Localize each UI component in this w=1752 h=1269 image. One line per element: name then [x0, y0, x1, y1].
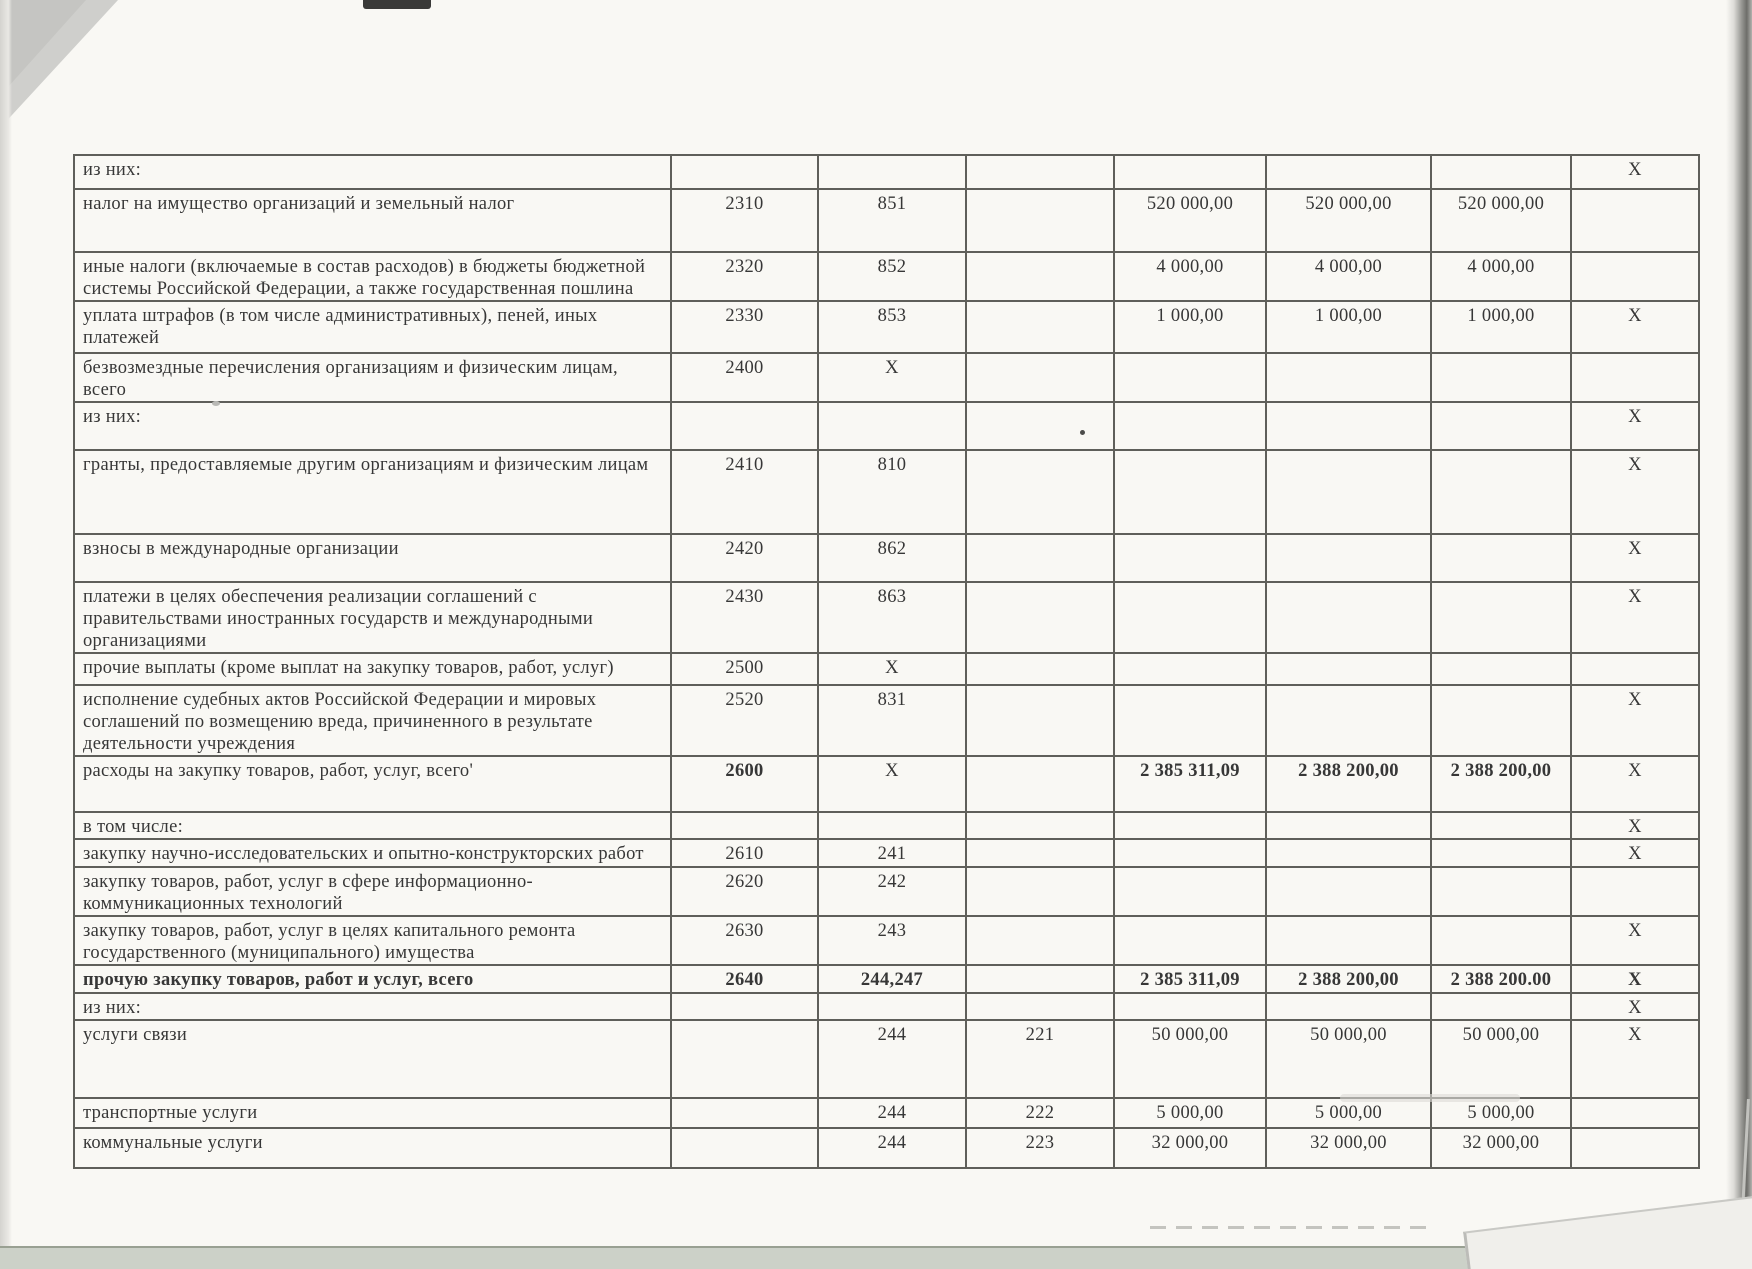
indicator-cell: взносы в международные организации [74, 534, 671, 582]
table-row [74, 402, 1699, 450]
kvr-code-cell [818, 993, 966, 1020]
amount-current-year-cell: 1 000,00 [1114, 301, 1266, 353]
x-mark-cell: X [1571, 1020, 1699, 1098]
line-code-cell [671, 1098, 818, 1128]
table-row [74, 867, 1699, 916]
amount-plan-year1-cell: 1 000,00 [1266, 301, 1431, 353]
amount-current-year-cell [1114, 450, 1266, 534]
amount-plan-year2-cell [1431, 353, 1571, 402]
indicator-cell: платежи в целях обеспечения реализации соглашений с правительствами иностранных государств и международными организациями [74, 582, 671, 653]
table-row [74, 685, 1699, 756]
x-mark-cell: X [1571, 450, 1699, 534]
indicator-cell: безвозмездные перечисления организациям и физическим лицам, всего [74, 353, 671, 402]
kvr-code-cell: 851 [818, 189, 966, 252]
amount-current-year-cell [1114, 353, 1266, 402]
table-row [74, 756, 1699, 812]
amount-plan-year2-cell: 520 000,00 [1431, 189, 1571, 252]
x-mark-cell: X [1571, 965, 1699, 993]
amount-plan-year1-cell [1266, 685, 1431, 756]
kvr-code-cell: X [818, 353, 966, 402]
amount-plan-year1-cell [1266, 402, 1431, 450]
line-code-cell: 2620 [671, 867, 818, 916]
kvr-code-cell: 243 [818, 916, 966, 965]
indicator-cell: расходы на закупку товаров, работ, услуг, всего' [74, 756, 671, 812]
amount-plan-year2-cell [1431, 402, 1571, 450]
kosgu-code-cell [966, 756, 1114, 812]
line-code-cell: 2310 [671, 189, 818, 252]
kvr-code-cell: 853 [818, 301, 966, 353]
amount-current-year-cell [1114, 839, 1266, 867]
indicator-cell: коммунальные услуги [74, 1128, 671, 1168]
indicator-cell: налог на имущество организаций и земельный налог [74, 189, 671, 252]
amount-current-year-cell [1114, 916, 1266, 965]
indicator-cell: из них: [74, 402, 671, 450]
table-row [74, 916, 1699, 965]
x-mark-cell: X [1571, 916, 1699, 965]
kosgu-code-cell [966, 353, 1114, 402]
amount-current-year-cell: 4 000,00 [1114, 252, 1266, 301]
x-mark-cell: X [1571, 155, 1699, 189]
x-mark-cell [1571, 1128, 1699, 1168]
indicator-cell: прочую закупку товаров, работ и услуг, всего [74, 965, 671, 993]
line-code-cell: 2430 [671, 582, 818, 653]
amount-plan-year2-cell: 1 000,00 [1431, 301, 1571, 353]
indicator-cell: гранты, предоставляемые другим организациям и физическим лицам [74, 450, 671, 534]
kosgu-code-cell [966, 402, 1114, 450]
table-row [74, 993, 1699, 1020]
indicator-cell: в том числе: [74, 812, 671, 839]
scan-streak [1150, 1226, 1430, 1229]
amount-current-year-cell [1114, 155, 1266, 189]
amount-plan-year1-cell: 50 000,00 [1266, 1020, 1431, 1098]
amount-plan-year1-cell: 4 000,00 [1266, 252, 1431, 301]
kvr-code-cell: 244 [818, 1128, 966, 1168]
amount-plan-year1-cell [1266, 155, 1431, 189]
amount-current-year-cell [1114, 653, 1266, 685]
x-mark-cell: X [1571, 402, 1699, 450]
x-mark-cell [1571, 252, 1699, 301]
kosgu-code-cell [966, 965, 1114, 993]
table-row [74, 653, 1699, 685]
line-code-cell: 2410 [671, 450, 818, 534]
kosgu-code-cell [966, 189, 1114, 252]
amount-plan-year2-cell: 2 388 200.00 [1431, 965, 1571, 993]
indicator-cell: уплата штрафов (в том числе административных), пеней, иных платежей [74, 301, 671, 353]
kosgu-code-cell [966, 653, 1114, 685]
kvr-code-cell [818, 402, 966, 450]
line-code-cell: 2400 [671, 353, 818, 402]
kvr-code-cell: 244 [818, 1098, 966, 1128]
amount-current-year-cell [1114, 534, 1266, 582]
amount-plan-year1-cell [1266, 839, 1431, 867]
x-mark-cell [1571, 867, 1699, 916]
kosgu-code-cell: 221 [966, 1020, 1114, 1098]
line-code-cell: 2500 [671, 653, 818, 685]
indicator-cell: прочие выплаты (кроме выплат на закупку товаров, работ, услуг) [74, 653, 671, 685]
amount-plan-year2-cell: 2 388 200,00 [1431, 756, 1571, 812]
amount-plan-year1-cell [1266, 993, 1431, 1020]
line-code-cell [671, 1020, 818, 1098]
line-code-cell: 2630 [671, 916, 818, 965]
table-row [74, 450, 1699, 534]
amount-plan-year2-cell: 5 000,00 [1431, 1098, 1571, 1128]
amount-current-year-cell [1114, 402, 1266, 450]
indicator-cell: закупку научно-исследовательских и опытно-конструкторских работ [74, 839, 671, 867]
amount-current-year-cell [1114, 993, 1266, 1020]
indicator-cell: транспортные услуги [74, 1098, 671, 1128]
kosgu-code-cell: 223 [966, 1128, 1114, 1168]
kosgu-code-cell [966, 450, 1114, 534]
line-code-cell: 2420 [671, 534, 818, 582]
x-mark-cell: X [1571, 301, 1699, 353]
scan-smudge [212, 401, 220, 406]
sheet-stack-corner [1463, 1195, 1752, 1269]
indicator-cell: исполнение судебных актов Российской Федерации и мировых соглашений по возмещению вреда, причиненного в результате деятельности учреждения [74, 685, 671, 756]
table-row [74, 1020, 1699, 1098]
amount-plan-year2-cell: 4 000,00 [1431, 252, 1571, 301]
table-row [74, 534, 1699, 582]
amount-current-year-cell: 2 385 311,09 [1114, 756, 1266, 812]
amount-current-year-cell [1114, 582, 1266, 653]
table-row [74, 189, 1699, 252]
kosgu-code-cell [966, 839, 1114, 867]
kvr-code-cell: X [818, 653, 966, 685]
amount-plan-year1-cell: 2 388 200,00 [1266, 756, 1431, 812]
x-mark-cell: X [1571, 756, 1699, 812]
x-mark-cell: X [1571, 534, 1699, 582]
x-mark-cell: X [1571, 685, 1699, 756]
line-code-cell: 2520 [671, 685, 818, 756]
amount-plan-year1-cell [1266, 916, 1431, 965]
amount-plan-year2-cell [1431, 812, 1571, 839]
amount-plan-year1-cell: 2 388 200,00 [1266, 965, 1431, 993]
kvr-code-cell [818, 155, 966, 189]
amount-plan-year1-cell [1266, 812, 1431, 839]
scan-corner-artifact-inner [0, 0, 86, 96]
x-mark-cell [1571, 653, 1699, 685]
amount-plan-year1-cell [1266, 653, 1431, 685]
kosgu-code-cell [966, 534, 1114, 582]
line-code-cell [671, 1128, 818, 1168]
indicator-cell: закупку товаров, работ, услуг в сфере информационно-коммуникационных технологий [74, 867, 671, 916]
amount-plan-year2-cell [1431, 155, 1571, 189]
line-code-cell: 2330 [671, 301, 818, 353]
amount-plan-year2-cell [1431, 450, 1571, 534]
table-row [74, 839, 1699, 867]
scan-top-notch-artifact [363, 0, 431, 9]
kvr-code-cell: 863 [818, 582, 966, 653]
amount-plan-year2-cell [1431, 534, 1571, 582]
line-code-cell [671, 993, 818, 1020]
table-row [74, 155, 1699, 189]
indicator-cell: иные налоги (включаемые в состав расходов) в бюджеты бюджетной системы Российской Федерации, а также государственная пошлина [74, 252, 671, 301]
table-row [74, 353, 1699, 402]
budget-table-body [74, 155, 1699, 1168]
amount-plan-year1-cell [1266, 534, 1431, 582]
amount-plan-year1-cell [1266, 353, 1431, 402]
kosgu-code-cell [966, 252, 1114, 301]
kosgu-code-cell [966, 916, 1114, 965]
indicator-cell: услуги связи [74, 1020, 671, 1098]
line-code-cell: 2320 [671, 252, 818, 301]
amount-plan-year1-cell [1266, 450, 1431, 534]
table-row [74, 582, 1699, 653]
amount-current-year-cell: 520 000,00 [1114, 189, 1266, 252]
table-row [74, 301, 1699, 353]
amount-plan-year2-cell [1431, 993, 1571, 1020]
x-mark-cell: X [1571, 812, 1699, 839]
line-code-cell [671, 402, 818, 450]
x-mark-cell: X [1571, 993, 1699, 1020]
line-code-cell: 2640 [671, 965, 818, 993]
amount-plan-year2-cell [1431, 685, 1571, 756]
scan-left-edge [0, 0, 12, 1269]
amount-plan-year1-cell: 5 000,00 [1266, 1098, 1431, 1128]
budget-table [73, 154, 1700, 1169]
kosgu-code-cell [966, 301, 1114, 353]
amount-current-year-cell: 50 000,00 [1114, 1020, 1266, 1098]
amount-plan-year2-cell [1431, 839, 1571, 867]
kvr-code-cell [818, 812, 966, 839]
kvr-code-cell: 831 [818, 685, 966, 756]
indicator-cell: закупку товаров, работ, услуг в целях капитального ремонта государственного (муниципального) имущества [74, 916, 671, 965]
indicator-cell: из них: [74, 993, 671, 1020]
amount-plan-year1-cell [1266, 867, 1431, 916]
amount-plan-year2-cell: 32 000,00 [1431, 1128, 1571, 1168]
scan-speck [1080, 430, 1085, 435]
table-row [74, 812, 1699, 839]
kvr-code-cell: 810 [818, 450, 966, 534]
table-row [74, 252, 1699, 301]
amount-current-year-cell [1114, 685, 1266, 756]
amount-plan-year2-cell [1431, 653, 1571, 685]
kvr-code-cell: 241 [818, 839, 966, 867]
kvr-code-cell: 862 [818, 534, 966, 582]
kvr-code-cell: 244,247 [818, 965, 966, 993]
table-row [74, 1128, 1699, 1168]
x-mark-cell [1571, 353, 1699, 402]
line-code-cell [671, 812, 818, 839]
line-code-cell: 2610 [671, 839, 818, 867]
table-row [74, 965, 1699, 993]
amount-plan-year2-cell [1431, 916, 1571, 965]
kosgu-code-cell [966, 685, 1114, 756]
x-mark-cell [1571, 189, 1699, 252]
amount-plan-year1-cell: 32 000,00 [1266, 1128, 1431, 1168]
x-mark-cell [1571, 1098, 1699, 1128]
amount-current-year-cell: 5 000,00 [1114, 1098, 1266, 1128]
kvr-code-cell: X [818, 756, 966, 812]
indicator-cell: из них: [74, 155, 671, 189]
kosgu-code-cell [966, 155, 1114, 189]
page-right-edge-shadow [1726, 0, 1752, 1218]
line-code-cell [671, 155, 818, 189]
amount-current-year-cell [1114, 812, 1266, 839]
kosgu-code-cell [966, 582, 1114, 653]
kosgu-code-cell: 222 [966, 1098, 1114, 1128]
x-mark-cell: X [1571, 839, 1699, 867]
kvr-code-cell: 852 [818, 252, 966, 301]
amount-current-year-cell: 32 000,00 [1114, 1128, 1266, 1168]
kvr-code-cell: 244 [818, 1020, 966, 1098]
x-mark-cell: X [1571, 582, 1699, 653]
line-code-cell: 2600 [671, 756, 818, 812]
kvr-code-cell: 242 [818, 867, 966, 916]
kosgu-code-cell [966, 993, 1114, 1020]
kosgu-code-cell [966, 812, 1114, 839]
amount-plan-year1-cell [1266, 582, 1431, 653]
kosgu-code-cell [966, 867, 1114, 916]
amount-plan-year2-cell [1431, 867, 1571, 916]
amount-plan-year2-cell: 50 000,00 [1431, 1020, 1571, 1098]
table-row [74, 1098, 1699, 1128]
amount-plan-year1-cell: 520 000,00 [1266, 189, 1431, 252]
amount-current-year-cell: 2 385 311,09 [1114, 965, 1266, 993]
scan-smear [1340, 1094, 1520, 1102]
amount-plan-year2-cell [1431, 582, 1571, 653]
amount-current-year-cell [1114, 867, 1266, 916]
